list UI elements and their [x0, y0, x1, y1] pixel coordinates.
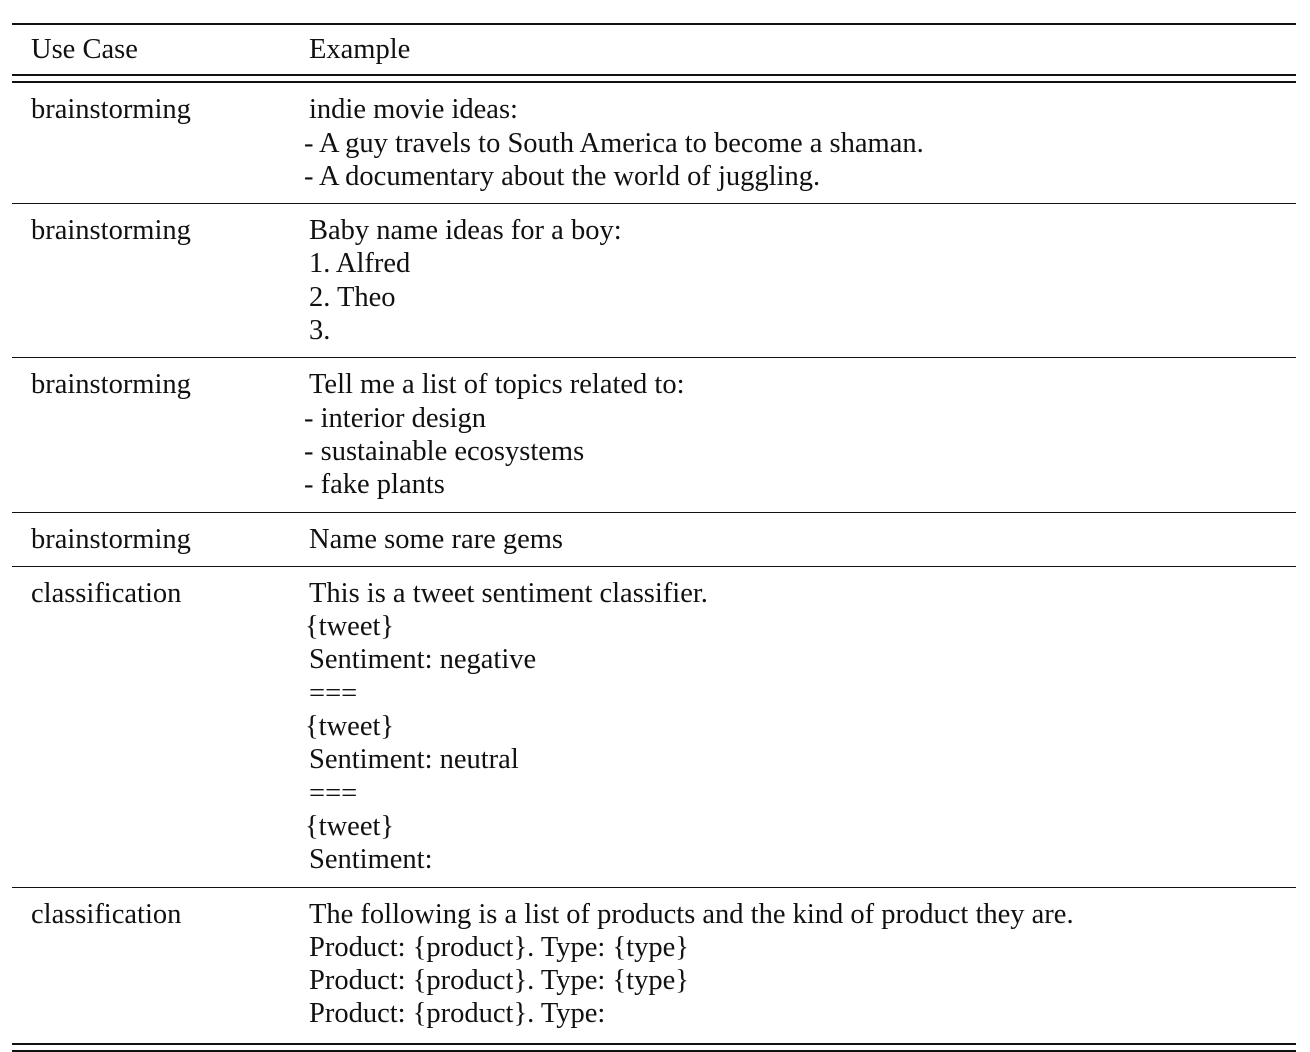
- table-row: [12, 83, 1296, 203]
- example-line: {tweet}: [305, 711, 395, 743]
- header-double-rule: [12, 74, 1296, 83]
- example-line: Tell me a list of topics related to:: [309, 369, 685, 401]
- example-cell: [309, 214, 1296, 347]
- table-row: [12, 204, 1296, 357]
- example-cell: [305, 577, 1296, 877]
- example-line: This is a tweet sentiment classifier.: [309, 577, 708, 609]
- example-cell: [304, 93, 1296, 193]
- example-line: Product: {product}. Type: {type}: [309, 931, 689, 963]
- example-line: {tweet}: [305, 810, 395, 842]
- example-line: Product: {product}. Type:: [309, 998, 606, 1030]
- example-cell: [309, 898, 1296, 1031]
- example-line: 3.: [309, 315, 331, 347]
- use-case-table: [12, 23, 1296, 1052]
- use-case-cell: classification: [31, 898, 182, 930]
- example-line: {tweet}: [305, 611, 395, 643]
- example-line: - sustainable ecosystems: [304, 435, 585, 467]
- example-line: Sentiment: neutral: [309, 744, 519, 776]
- bottom-double-rule: [12, 1043, 1296, 1052]
- use-case-cell: brainstorming: [31, 94, 191, 126]
- example-line: - fake plants: [304, 469, 445, 501]
- use-case-cell: brainstorming: [31, 369, 191, 401]
- table-row: [12, 513, 1296, 566]
- example-line: 2. Theo: [309, 281, 396, 313]
- use-case-cell: classification: [31, 577, 182, 609]
- use-case-cell: brainstorming: [31, 523, 191, 555]
- example-line: Product: {product}. Type: {type}: [309, 965, 689, 997]
- example-line: - A guy travels to South America to become a shaman.: [304, 127, 924, 159]
- example-line: The following is a list of products and the kind of product they are.: [309, 898, 1074, 930]
- example-line: Sentiment: negative: [309, 644, 537, 676]
- example-line: ===: [309, 777, 358, 809]
- header-example: Example: [309, 34, 411, 65]
- example-line: - A documentary about the world of juggling.: [304, 160, 821, 192]
- table-header-row: [12, 25, 1296, 74]
- example-line: Sentiment:: [309, 844, 433, 876]
- table-body: [12, 83, 1296, 1040]
- table-row: [12, 358, 1296, 511]
- example-line: Name some rare gems: [309, 523, 564, 555]
- example-line: Baby name ideas for a boy:: [309, 215, 622, 247]
- header-use-case: Use Case: [31, 34, 138, 65]
- example-line: ===: [309, 677, 358, 709]
- table-row: [12, 567, 1296, 887]
- example-line: 1. Alfred: [309, 248, 411, 280]
- table-row: [12, 888, 1296, 1041]
- example-cell: [304, 368, 1296, 501]
- use-case-cell: brainstorming: [31, 215, 191, 247]
- example-cell: [309, 523, 1296, 556]
- example-line: - interior design: [304, 402, 487, 434]
- example-line: indie movie ideas:: [309, 94, 518, 126]
